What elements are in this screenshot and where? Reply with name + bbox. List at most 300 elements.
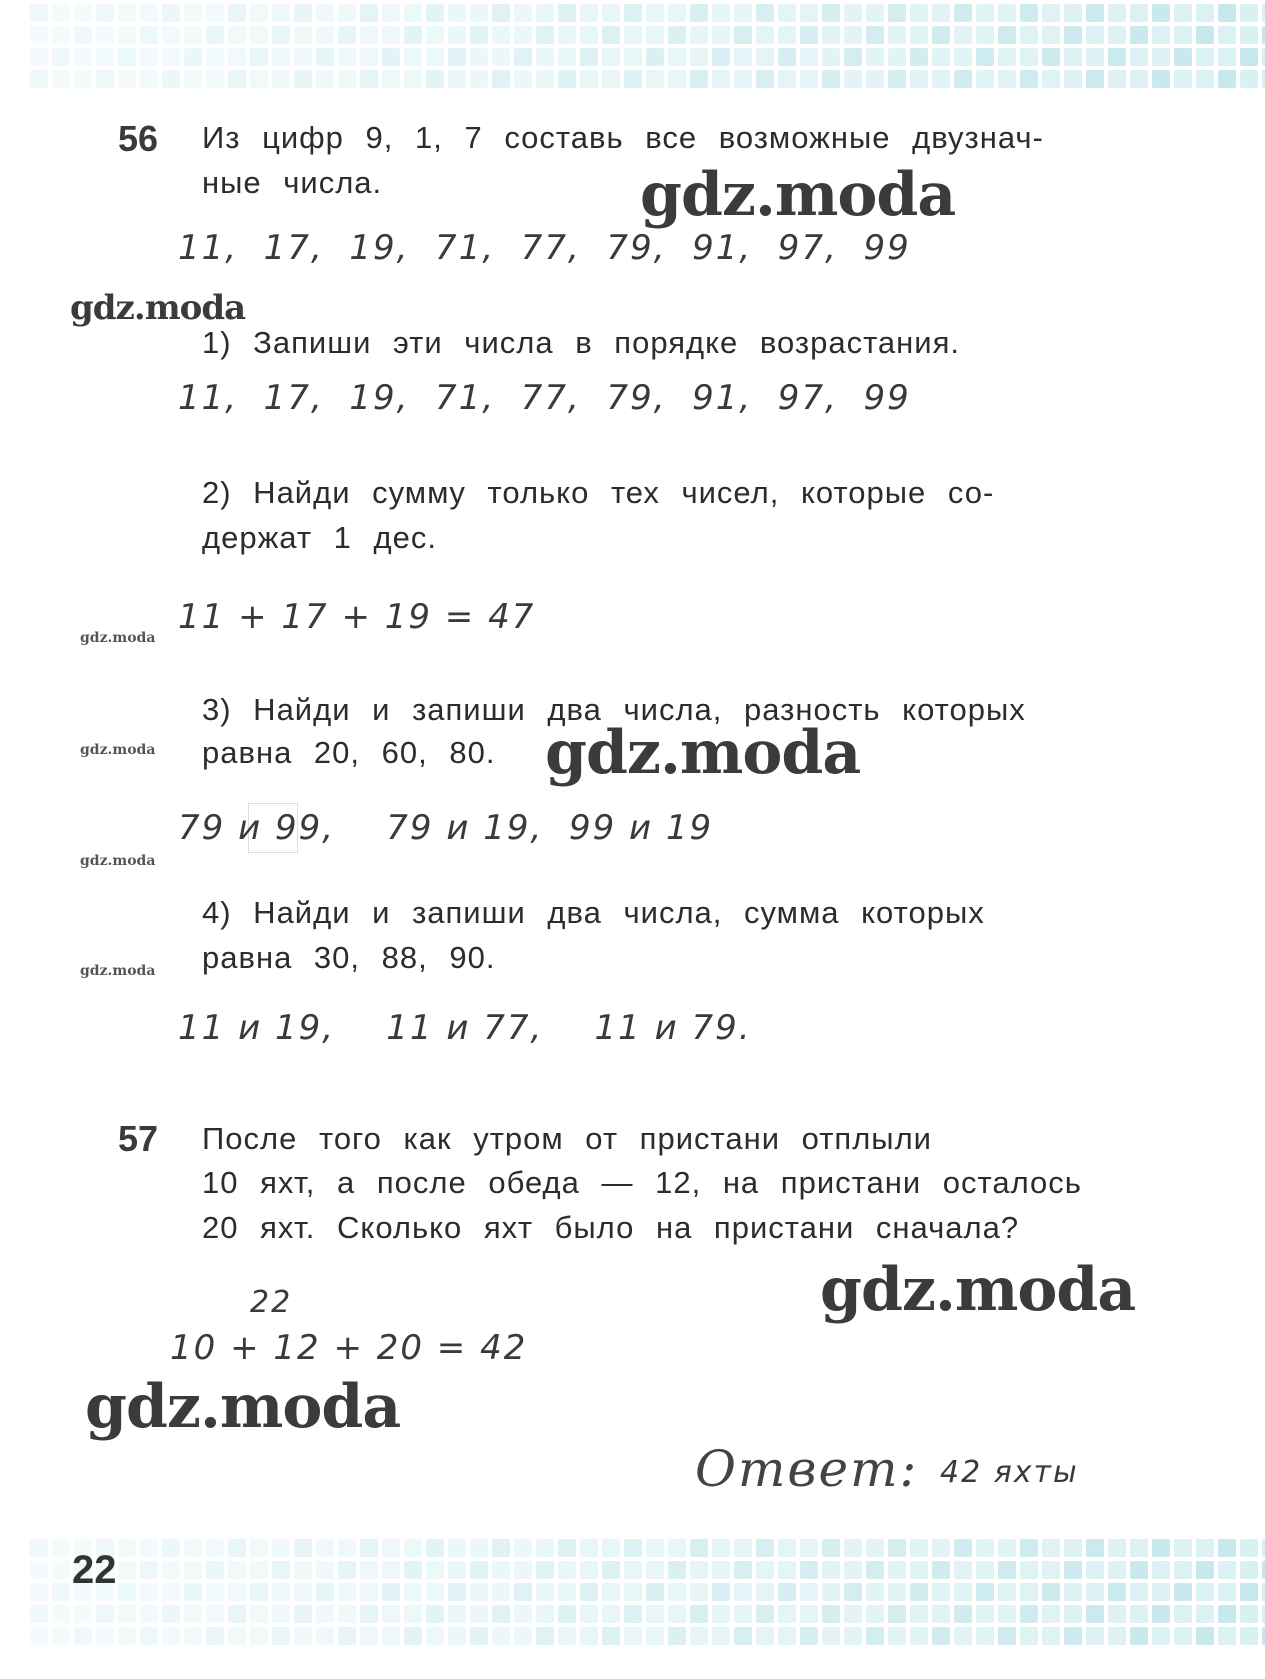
pattern-tile (1020, 1627, 1038, 1645)
pattern-tile (668, 48, 686, 66)
pattern-tile (206, 26, 224, 44)
pattern-tile (228, 1583, 246, 1601)
pattern-tile (1130, 1627, 1148, 1645)
task-57-prompt-line2: 10 яхт, а после обеда — 12, на пристани осталось (202, 1165, 1082, 1200)
pattern-tile (536, 4, 554, 22)
task-57-answer-label: Ответ: (695, 1440, 919, 1498)
pattern-tile (470, 70, 488, 88)
pattern-tile (74, 48, 92, 66)
pattern-tile (96, 4, 114, 22)
pattern-tile (338, 4, 356, 22)
pattern-tile (272, 1583, 290, 1601)
pattern-tile (140, 1605, 158, 1623)
pattern-tile (294, 70, 312, 88)
pattern-tile (52, 1583, 70, 1601)
pattern-tile (888, 1539, 906, 1557)
pattern-tile (910, 1539, 928, 1557)
pattern-tile (404, 48, 422, 66)
pattern-tile (162, 26, 180, 44)
pattern-tile (910, 1605, 928, 1623)
pattern-tile (866, 1605, 884, 1623)
pattern-tile (778, 1583, 796, 1601)
pattern-tile (668, 70, 686, 88)
pattern-tile (910, 1583, 928, 1601)
pattern-tile (1064, 1561, 1082, 1579)
pattern-tile (800, 1627, 818, 1645)
pattern-tile (1086, 70, 1104, 88)
pattern-tile (1152, 1583, 1170, 1601)
pattern-tile (404, 1561, 422, 1579)
pattern-tile (118, 4, 136, 22)
pattern-tile (602, 1561, 620, 1579)
pattern-tile (118, 1561, 136, 1579)
pattern-tile (580, 4, 598, 22)
pattern-tile (1152, 48, 1170, 66)
pattern-tile (294, 4, 312, 22)
task-56-question-4-line2: равна 30, 88, 90. (202, 940, 496, 975)
pattern-tile (624, 70, 642, 88)
pattern-tile (778, 4, 796, 22)
pattern-tile (228, 48, 246, 66)
pattern-tile (954, 1539, 972, 1557)
pattern-tile (822, 1605, 840, 1623)
pattern-tile (514, 48, 532, 66)
pattern-tile (74, 26, 92, 44)
pattern-tile (118, 1539, 136, 1557)
pattern-tile (448, 70, 466, 88)
pattern-tile (976, 48, 994, 66)
pattern-tile (844, 1605, 862, 1623)
pattern-tile (74, 4, 92, 22)
pattern-tile (800, 1561, 818, 1579)
pattern-tile (30, 1561, 48, 1579)
pattern-tile (932, 1583, 950, 1601)
pattern-tile (1240, 4, 1258, 22)
pattern-tile (690, 1583, 708, 1601)
pattern-tile (1196, 26, 1214, 44)
pattern-tile (690, 1561, 708, 1579)
pattern-tile (272, 1539, 290, 1557)
pattern-tile (580, 1605, 598, 1623)
pattern-tile (558, 4, 576, 22)
pattern-tile (1108, 1583, 1126, 1601)
pattern-tile (910, 48, 928, 66)
pattern-tile (470, 1561, 488, 1579)
pattern-tile (360, 48, 378, 66)
pattern-tile (1020, 48, 1038, 66)
pattern-tile (140, 1539, 158, 1557)
pattern-tile (470, 26, 488, 44)
pattern-tile (954, 1583, 972, 1601)
pattern-tile (228, 1561, 246, 1579)
pattern-tile (316, 1583, 334, 1601)
pattern-tile (1130, 48, 1148, 66)
pattern-tile (734, 48, 752, 66)
pattern-tile (1130, 26, 1148, 44)
pattern-tile (338, 1583, 356, 1601)
pattern-tile (514, 1539, 532, 1557)
pattern-tile (690, 4, 708, 22)
pattern-tile (206, 1539, 224, 1557)
pattern-tile (250, 1605, 268, 1623)
pattern-tile (30, 1605, 48, 1623)
pattern-tile (294, 1627, 312, 1645)
pattern-tile (998, 48, 1016, 66)
pattern-tile (140, 4, 158, 22)
pattern-tile (206, 48, 224, 66)
pattern-tile (1064, 26, 1082, 44)
pattern-tile (602, 1605, 620, 1623)
task-56-question-3-line2: равна 20, 60, 80. (202, 735, 496, 770)
pattern-tile (492, 26, 510, 44)
pattern-tile (712, 1627, 730, 1645)
pattern-tile (426, 48, 444, 66)
pattern-tile (1196, 48, 1214, 66)
pattern-tile (360, 1561, 378, 1579)
pattern-tile (1108, 1539, 1126, 1557)
pattern-tile (932, 70, 950, 88)
pattern-tile (184, 1583, 202, 1601)
pattern-tile (646, 1539, 664, 1557)
pattern-tile (998, 1605, 1016, 1623)
pattern-tile (646, 4, 664, 22)
pattern-tile (624, 26, 642, 44)
pattern-tile (602, 48, 620, 66)
pattern-tile (514, 1561, 532, 1579)
pattern-tile (514, 1605, 532, 1623)
pattern-tile (492, 4, 510, 22)
pattern-tile (1108, 1627, 1126, 1645)
pattern-tile (1086, 1583, 1104, 1601)
pattern-tile (294, 1583, 312, 1601)
pattern-tile (734, 1583, 752, 1601)
pattern-tile (536, 1561, 554, 1579)
pattern-tile (184, 48, 202, 66)
pattern-tile (536, 1539, 554, 1557)
pattern-tile (1240, 1539, 1258, 1557)
pattern-tile (426, 1605, 444, 1623)
pattern-tile (690, 1627, 708, 1645)
pattern-tile (690, 48, 708, 66)
pattern-tile (1130, 4, 1148, 22)
pattern-tile (536, 1583, 554, 1601)
task-56-answer-2: 11 + 17 + 19 = 47 (178, 597, 536, 637)
pattern-tile (294, 1605, 312, 1623)
pattern-tile (756, 1561, 774, 1579)
pattern-tile (426, 1561, 444, 1579)
pattern-tile (404, 1539, 422, 1557)
pattern-tile (426, 70, 444, 88)
pattern-tile (1108, 70, 1126, 88)
pattern-tile (448, 48, 466, 66)
pattern-tile (448, 1539, 466, 1557)
pattern-tile (756, 48, 774, 66)
pattern-tile (668, 26, 686, 44)
pattern-tile (580, 1539, 598, 1557)
pattern-tile (1130, 1539, 1148, 1557)
pattern-tile (338, 70, 356, 88)
pattern-tile (184, 4, 202, 22)
pattern-tile (866, 26, 884, 44)
pattern-tile (976, 1539, 994, 1557)
pattern-tile (646, 1605, 664, 1623)
pattern-tile (162, 1561, 180, 1579)
pattern-tile (250, 1539, 268, 1557)
pattern-tile (1196, 1627, 1214, 1645)
pattern-tile (866, 4, 884, 22)
pattern-tile (140, 48, 158, 66)
pattern-tile (624, 1539, 642, 1557)
pattern-tile (602, 1627, 620, 1645)
task-56-answer-4: 11 и 19, 11 и 77, 11 и 79. (178, 1008, 752, 1048)
pattern-tile (1086, 1561, 1104, 1579)
pattern-tile (360, 1605, 378, 1623)
pattern-tile (1108, 26, 1126, 44)
pattern-tile (800, 48, 818, 66)
pattern-tile (448, 1605, 466, 1623)
pattern-tile (118, 70, 136, 88)
pattern-tile (580, 48, 598, 66)
pattern-tile (250, 1627, 268, 1645)
pattern-tile (1020, 4, 1038, 22)
pattern-tile (1174, 70, 1192, 88)
pattern-tile (932, 26, 950, 44)
pattern-tile (1086, 48, 1104, 66)
pattern-tile (426, 1539, 444, 1557)
pattern-tile (52, 1605, 70, 1623)
pattern-tile (52, 1627, 70, 1645)
pattern-tile (888, 1583, 906, 1601)
task-57-note: 22 (250, 1285, 293, 1320)
pattern-tile (668, 1605, 686, 1623)
pattern-tile (382, 70, 400, 88)
pattern-tile (998, 1583, 1016, 1601)
pattern-tile (888, 48, 906, 66)
pattern-tile (162, 70, 180, 88)
pattern-tile (712, 26, 730, 44)
pattern-tile (822, 70, 840, 88)
pattern-tile (1020, 70, 1038, 88)
pattern-tile (646, 48, 664, 66)
pattern-tile (74, 70, 92, 88)
pattern-tile (932, 1627, 950, 1645)
pattern-tile (756, 70, 774, 88)
pattern-tile (250, 1561, 268, 1579)
pattern-tile (778, 1561, 796, 1579)
pattern-tile (1086, 1627, 1104, 1645)
pattern-tile (690, 1605, 708, 1623)
pattern-tile (558, 26, 576, 44)
pattern-tile (844, 1627, 862, 1645)
pattern-tile (514, 1627, 532, 1645)
pattern-tile (184, 1539, 202, 1557)
pattern-tile (118, 26, 136, 44)
pattern-tile (448, 26, 466, 44)
pattern-tile (1174, 1583, 1192, 1601)
watermark: gdz.moda (545, 718, 861, 788)
pattern-tile (360, 1583, 378, 1601)
pattern-tile (74, 1605, 92, 1623)
pattern-tile (514, 70, 532, 88)
pattern-tile (690, 26, 708, 44)
pattern-tile (514, 26, 532, 44)
pattern-tile (30, 4, 48, 22)
pattern-tile (1086, 1605, 1104, 1623)
pattern-tile (448, 1627, 466, 1645)
pattern-tile (954, 4, 972, 22)
pattern-tile (360, 1539, 378, 1557)
pattern-tile (1174, 1627, 1192, 1645)
pattern-tile (888, 1627, 906, 1645)
pattern-tile (602, 1583, 620, 1601)
pattern-tile (734, 1605, 752, 1623)
pattern-tile (932, 4, 950, 22)
pattern-tile (844, 48, 862, 66)
pattern-tile (646, 26, 664, 44)
pattern-tile (272, 26, 290, 44)
pattern-tile (822, 1583, 840, 1601)
pattern-tile (492, 1561, 510, 1579)
pattern-tile (1240, 1583, 1258, 1601)
pattern-tile (1042, 1583, 1060, 1601)
pattern-tile (800, 1605, 818, 1623)
pattern-tile (1086, 4, 1104, 22)
pattern-tile (1064, 1605, 1082, 1623)
pattern-tile (1196, 1539, 1214, 1557)
pattern-tile (668, 1539, 686, 1557)
pattern-tile (888, 4, 906, 22)
pattern-tile (52, 1561, 70, 1579)
pattern-tile (382, 1583, 400, 1601)
pattern-tile (580, 1561, 598, 1579)
pattern-tile (514, 1583, 532, 1601)
task-56-question-4-line1: 4) Найди и запиши два числа, сумма которых (202, 895, 985, 930)
pattern-tile (844, 1583, 862, 1601)
pattern-tile (1174, 26, 1192, 44)
pattern-tile (536, 1605, 554, 1623)
pattern-tile (360, 1627, 378, 1645)
pattern-tile (536, 26, 554, 44)
pattern-tile (162, 1627, 180, 1645)
pattern-tile (712, 1583, 730, 1601)
pattern-tile (1152, 1605, 1170, 1623)
pattern-tile (74, 1627, 92, 1645)
pattern-tile (822, 4, 840, 22)
pattern-tile (668, 4, 686, 22)
pattern-tile (360, 26, 378, 44)
pattern-tile (646, 1561, 664, 1579)
pattern-tile (822, 1627, 840, 1645)
pattern-tile (338, 1561, 356, 1579)
pattern-tile (338, 1627, 356, 1645)
pattern-tile (1240, 1605, 1258, 1623)
pattern-tile (800, 70, 818, 88)
pattern-tile (580, 1627, 598, 1645)
pattern-tile (448, 4, 466, 22)
pattern-tile (800, 1583, 818, 1601)
pattern-tile (52, 4, 70, 22)
pattern-tile (1130, 1583, 1148, 1601)
pattern-tile (338, 1539, 356, 1557)
pattern-tile (910, 1627, 928, 1645)
pattern-tile (822, 26, 840, 44)
pattern-tile (998, 1627, 1016, 1645)
pattern-tile (558, 1583, 576, 1601)
pattern-tile (118, 48, 136, 66)
task-56-prompt-line2: ные числа. (202, 165, 383, 200)
task-57-solution: 10 + 12 + 20 = 42 (170, 1328, 528, 1368)
pattern-tile (756, 26, 774, 44)
pattern-tile (1196, 70, 1214, 88)
pattern-tile (140, 1583, 158, 1601)
pattern-tile (756, 1605, 774, 1623)
pattern-tile (734, 70, 752, 88)
pattern-tile (888, 1605, 906, 1623)
task-56-prompt-line1: Из цифр 9, 1, 7 составь все возможные двузнач- (202, 120, 1044, 155)
page-number: 22 (72, 1548, 117, 1592)
pattern-tile (1196, 1561, 1214, 1579)
pattern-tile (96, 48, 114, 66)
pattern-tile (712, 1605, 730, 1623)
task-57-answer-value: 42 яхты (940, 1455, 1079, 1490)
pattern-tile (52, 70, 70, 88)
pattern-tile (800, 4, 818, 22)
pattern-tile (206, 1627, 224, 1645)
pattern-tile (184, 26, 202, 44)
pattern-tile (1152, 26, 1170, 44)
pattern-tile (1240, 1561, 1258, 1579)
pattern-tile (514, 4, 532, 22)
pattern-tile (756, 1583, 774, 1601)
pattern-tile (184, 1627, 202, 1645)
pattern-tile (360, 4, 378, 22)
pattern-tile (492, 70, 510, 88)
pattern-tile (118, 1605, 136, 1623)
pattern-tile (1042, 4, 1060, 22)
pattern-tile (1174, 4, 1192, 22)
pattern-tile (910, 1561, 928, 1579)
pattern-tile (580, 70, 598, 88)
pattern-tile (712, 48, 730, 66)
pattern-tile (756, 1539, 774, 1557)
pattern-tile (580, 1583, 598, 1601)
pattern-tile (1174, 1539, 1192, 1557)
pattern-tile (404, 1627, 422, 1645)
pattern-tile (404, 70, 422, 88)
pattern-tile (1042, 1561, 1060, 1579)
pattern-tile (1130, 1561, 1148, 1579)
pattern-tile (140, 1627, 158, 1645)
pattern-tile (470, 4, 488, 22)
pattern-tile (1218, 1605, 1236, 1623)
pattern-tile (1240, 1627, 1258, 1645)
top-pattern-band (30, 0, 1265, 90)
pattern-tile (382, 1627, 400, 1645)
pattern-tile (976, 26, 994, 44)
pattern-tile (998, 1561, 1016, 1579)
pattern-tile (338, 48, 356, 66)
pattern-tile (1174, 1561, 1192, 1579)
pattern-tile (184, 1561, 202, 1579)
pattern-tile (712, 4, 730, 22)
pattern-tile (492, 1583, 510, 1601)
pattern-tile (272, 1605, 290, 1623)
pattern-tile (1240, 70, 1258, 88)
pattern-tile (844, 26, 862, 44)
pattern-tile (866, 48, 884, 66)
pattern-tile (778, 70, 796, 88)
pattern-tile (1240, 26, 1258, 44)
